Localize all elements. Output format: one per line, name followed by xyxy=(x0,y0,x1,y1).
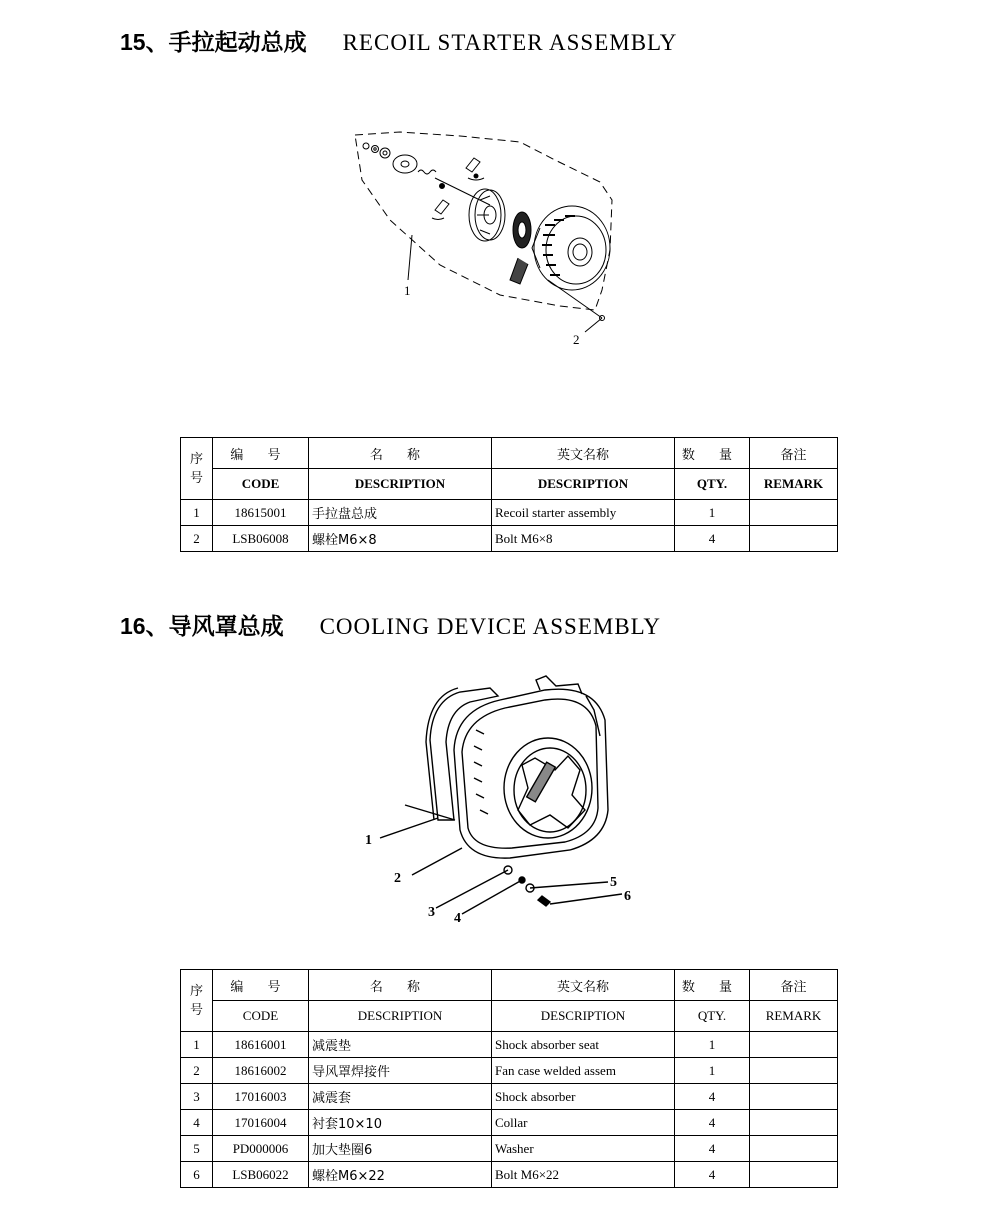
table-row: 2 LSB06008 螺栓M6×8 Bolt M6×8 4 xyxy=(181,526,838,552)
name-header-cn: 名 称 xyxy=(309,970,492,1001)
section-15-heading xyxy=(120,24,677,57)
section-15-title-en: RECOIL STARTER ASSEMBLY xyxy=(342,30,678,55)
table-row: 3 17016003 减震套 Shock absorber 4 xyxy=(181,1084,838,1110)
callout-16-5: 5 xyxy=(610,875,617,890)
cooling-device-parts-table xyxy=(180,969,838,1188)
remark-header-en: REMARK xyxy=(750,469,838,500)
en-name-header-cn: 英文名称 xyxy=(492,438,675,469)
callout-16-4: 4 xyxy=(454,911,461,926)
code-header-cn: 编 号 xyxy=(213,438,309,469)
qty-header-en: QTY. xyxy=(675,469,750,500)
code-header-cn: 编 号 xyxy=(213,970,309,1001)
en-name-header-en: DESCRIPTION xyxy=(492,1001,675,1032)
en-name-header-en: DESCRIPTION xyxy=(492,469,675,500)
recoil-starter-exploded-diagram xyxy=(340,120,640,355)
code-header-en: CODE xyxy=(213,469,309,500)
callout-16-1: 1 xyxy=(365,833,372,848)
table-row: 1 18615001 手拉盘总成 Recoil starter assembly 1 xyxy=(181,500,838,526)
qty-header-en: QTY. xyxy=(675,1001,750,1032)
table-row: 6 LSB06022 螺栓M6×22 Bolt M6×22 4 xyxy=(181,1162,838,1188)
table-header-row-en xyxy=(181,469,838,500)
qty-header-cn: 数 量 xyxy=(675,970,750,1001)
section-16-number: 16、 xyxy=(120,613,169,639)
callout-16-2: 2 xyxy=(394,871,401,886)
section-16-title-en: COOLING DEVICE ASSEMBLY xyxy=(319,614,662,639)
seq-header: 序 号 xyxy=(181,438,213,500)
callout-16-6: 6 xyxy=(624,889,631,904)
code-header-en: CODE xyxy=(213,1001,309,1032)
recoil-starter-parts-table xyxy=(180,437,838,552)
table-row: 2 18616002 导风罩焊接件 Fan case welded assem 1 xyxy=(181,1058,838,1084)
section-16-heading xyxy=(120,608,661,641)
remark-header-cn: 备注 xyxy=(750,970,838,1001)
name-header-en: DESCRIPTION xyxy=(309,469,492,500)
table-header-row-cn xyxy=(181,970,838,1001)
section-16-title-cn: 导风罩总成 xyxy=(168,614,284,640)
callout-15-2: 2 xyxy=(573,332,580,347)
section-15-title-cn: 手拉起动总成 xyxy=(168,30,307,56)
table-row: 5 PD000006 加大垫圈6 Washer 4 xyxy=(181,1136,838,1162)
callout-15-1: 1 xyxy=(404,283,411,298)
section-15-number: 15、 xyxy=(120,29,169,55)
table-row: 4 17016004 衬套10×10 Collar 4 xyxy=(181,1110,838,1136)
table-header-row-en xyxy=(181,1001,838,1032)
name-header-en: DESCRIPTION xyxy=(309,1001,492,1032)
name-header-cn: 名 称 xyxy=(309,438,492,469)
qty-header-cn: 数 量 xyxy=(675,438,750,469)
table-header-row-cn xyxy=(181,438,838,469)
seq-header: 序 号 xyxy=(181,970,213,1032)
en-name-header-cn: 英文名称 xyxy=(492,970,675,1001)
remark-header-en: REMARK xyxy=(750,1001,838,1032)
cooling-device-exploded-diagram xyxy=(350,670,650,930)
table-row: 1 18616001 减震垫 Shock absorber seat 1 xyxy=(181,1032,838,1058)
remark-header-cn: 备注 xyxy=(750,438,838,469)
callout-16-3: 3 xyxy=(428,905,435,920)
